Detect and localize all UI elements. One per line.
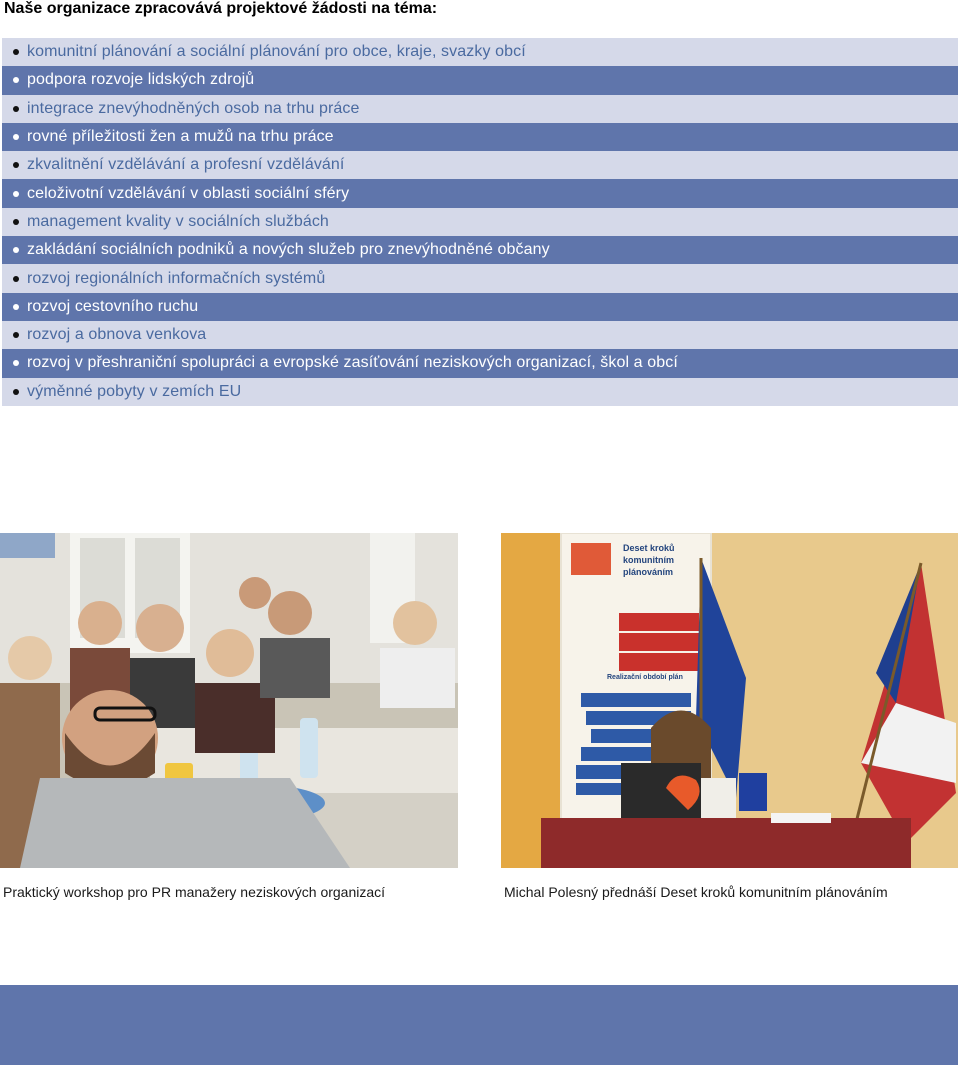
topic-text: výměnné pobyty v zemích EU — [27, 382, 242, 400]
topic-text: celoživotní vzdělávání v oblasti sociální sféry — [27, 184, 350, 202]
bullet-icon — [13, 389, 19, 395]
left-photo-caption: Praktický workshop pro PR manažery neziskových organizací — [3, 884, 386, 900]
poster-title-2: komunitním — [623, 555, 674, 565]
bullet-icon — [13, 219, 19, 225]
topic-text: integrace znevýhodněných osob na trhu práce — [27, 99, 360, 117]
poster-phase-label: Realizační období plán — [607, 674, 683, 681]
bullet-icon — [13, 332, 19, 338]
right-photo-caption: Michal Polesný přednáší Deset kroků komunitním plánováním — [504, 884, 888, 900]
list-item — [2, 179, 958, 207]
list-item — [2, 95, 958, 123]
topic-text: podpora rozvoje lidských zdrojů — [27, 71, 255, 89]
bullet-icon — [13, 304, 19, 310]
topic-text: management kvality v sociálních službách — [27, 212, 329, 230]
list-item — [2, 264, 958, 292]
topic-text: zkvalitnění vzdělávání a profesní vzdělávání — [27, 156, 345, 174]
topic-text: rozvoj a obnova venkova — [27, 326, 207, 344]
bullet-icon — [13, 162, 19, 168]
list-item — [2, 38, 958, 66]
list-item — [2, 123, 958, 151]
bullet-icon — [13, 247, 19, 253]
page-heading: Naše organizace zpracovává projektové žádosti na téma: — [4, 0, 438, 17]
lecture-photo — [501, 533, 958, 868]
topic-text: rozvoj regionálních informačních systémů — [27, 269, 326, 287]
bullet-icon — [13, 134, 19, 140]
bullet-icon — [13, 77, 19, 83]
bullet-icon — [13, 106, 19, 112]
topic-text: rozvoj cestovního ruchu — [27, 297, 199, 315]
topic-text: zakládání sociálních podniků a nových služeb pro znevýhodněné občany — [27, 241, 550, 259]
bullet-icon — [13, 276, 19, 282]
topic-text: rozvoj v přeshraniční spolupráci a evropské zasíťování neziskových organizací, škol a obcí — [27, 354, 678, 372]
topic-text: rovné příležitosti žen a mužů na trhu práce — [27, 128, 334, 146]
list-item — [2, 66, 958, 94]
topic-text: komunitní plánování a sociální plánování pro obce, kraje, svazky obcí — [27, 43, 526, 61]
poster-title-3: plánováním — [623, 567, 674, 577]
list-item — [2, 378, 958, 406]
list-item — [2, 293, 958, 321]
list-item — [2, 208, 958, 236]
topic-list — [2, 38, 958, 406]
poster-title-1: Deset kroků — [623, 543, 675, 553]
bullet-icon — [13, 191, 19, 197]
list-item — [2, 349, 958, 377]
list-item — [2, 321, 958, 349]
bullet-icon — [13, 360, 19, 366]
list-item — [2, 236, 958, 264]
workshop-photo — [0, 533, 458, 868]
bullet-icon — [13, 49, 19, 55]
footer-band — [0, 985, 958, 1065]
list-item — [2, 151, 958, 179]
